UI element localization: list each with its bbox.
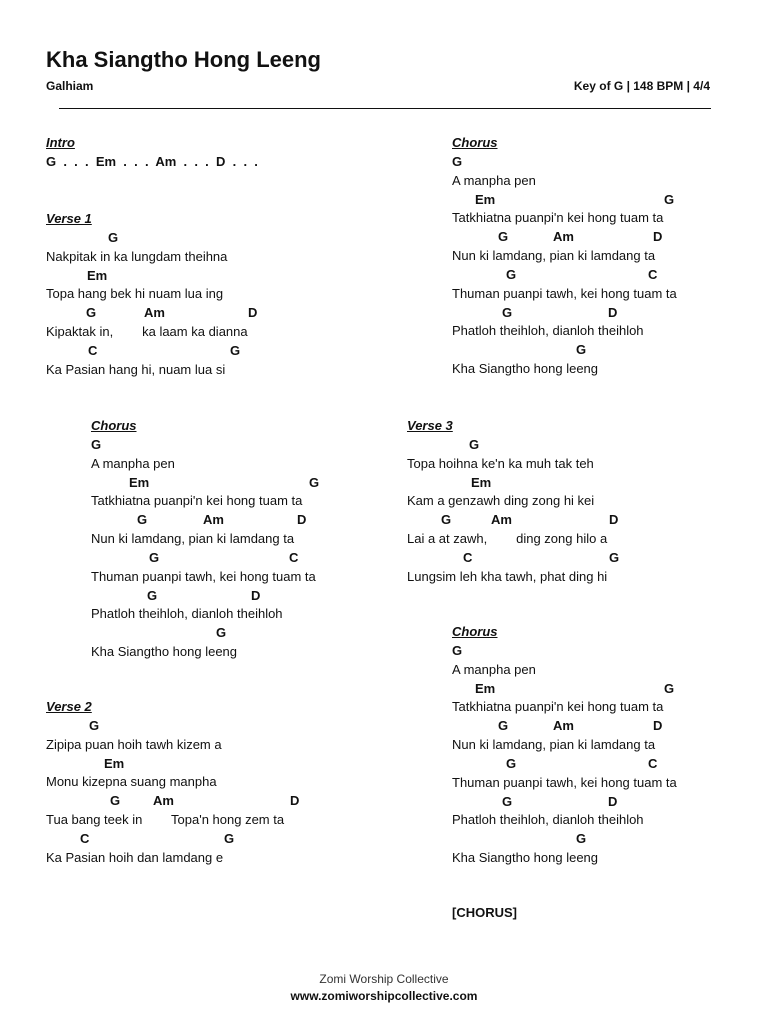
lyric-line: Tatkhiatna puanpi'n kei hong tuam ta <box>452 210 664 226</box>
chord-line <box>452 642 677 661</box>
chord-line <box>46 830 284 849</box>
lyric-line: Kha Siangtho hong leeng <box>452 850 599 866</box>
lyric-line: Lungsim leh kha tawh, phat ding hi <box>407 568 608 584</box>
chord-line <box>452 755 677 774</box>
chord: G <box>110 793 121 809</box>
lyric-line: Nakpitak in ka lungdam theihna <box>46 248 228 264</box>
chord: G <box>147 587 158 603</box>
lyric-line: Kha Siangtho hong leeng <box>91 644 238 660</box>
chord-line <box>452 830 677 849</box>
chord: D <box>297 512 307 528</box>
chord: Am <box>153 793 174 809</box>
song-title: Kha Siangtho Hong Leeng <box>46 47 321 72</box>
chord: G <box>86 305 97 321</box>
chord: G <box>502 304 513 320</box>
intro-chords: G . . . Em . . . Am . . . D . . . <box>46 153 258 169</box>
lyric-line: A manpha pen <box>91 455 175 471</box>
section-label: Chorus <box>452 135 498 150</box>
chord: D <box>248 305 258 321</box>
chord-line <box>91 474 320 493</box>
chord: C <box>80 830 90 846</box>
lyric-line: Zipipa puan hoih tawh kizem a <box>46 736 222 752</box>
header-divider <box>59 108 711 109</box>
chord: Am <box>144 305 165 321</box>
lyric-line: A manpha pen <box>452 172 536 188</box>
chord: C <box>648 266 658 282</box>
chord-line <box>46 342 248 361</box>
chord: Em <box>475 680 496 696</box>
chord-line <box>452 191 677 210</box>
chord: G <box>576 831 587 847</box>
section-label: Intro <box>46 135 75 150</box>
chord: C <box>463 549 473 565</box>
chord: D <box>609 512 619 528</box>
chord: G <box>576 342 587 358</box>
lyric-line: Kha Siangtho hong leeng <box>452 361 599 377</box>
lyric-line: Lai a at zawh, ding zong hilo a <box>407 531 608 547</box>
lyric-line: Thuman puanpi tawh, kei hong tuam ta <box>452 774 677 790</box>
chord: G <box>216 625 227 641</box>
chord-line <box>452 717 677 736</box>
chord: Am <box>203 512 224 528</box>
chord: D <box>653 229 663 245</box>
song-meta: Key of G | 148 BPM | 4/4 <box>573 79 710 93</box>
chord: G <box>441 512 452 528</box>
chord: Em <box>129 474 150 490</box>
lyric-line: Kipaktak in, ka laam ka dianna <box>46 324 248 340</box>
chord: Am <box>553 229 574 245</box>
chord-line <box>91 549 316 568</box>
chord: D <box>608 304 618 320</box>
section-label: Verse 3 <box>407 418 453 433</box>
chord: Am <box>491 512 512 528</box>
chord-line <box>452 680 677 699</box>
lyric-line: Phatloh theihloh, dianloh theihloh <box>452 323 644 339</box>
chord-line <box>46 792 300 811</box>
intro-section <box>46 134 258 172</box>
chord: G <box>137 512 148 528</box>
chord-line <box>452 228 677 247</box>
lyric-line: Ka Pasian hoih dan lamdang e <box>46 849 224 865</box>
lyric-line: Nun ki lamdang, pian ki lamdang ta <box>452 737 656 753</box>
chord: D <box>290 793 300 809</box>
chord: G <box>309 474 320 490</box>
chord: G <box>224 830 235 846</box>
chord: G <box>452 153 463 169</box>
chord-line <box>46 755 284 774</box>
chord: G <box>91 436 102 452</box>
chord-line <box>452 341 677 360</box>
chord-line <box>91 436 316 455</box>
chord: D <box>653 718 663 734</box>
chord: Am <box>553 718 574 734</box>
chord: Em <box>471 474 492 490</box>
chord-line <box>452 266 677 285</box>
lyric-line: Monu kizepna suang manpha <box>46 774 217 790</box>
chord: C <box>289 549 299 565</box>
chord: G <box>452 642 463 658</box>
section-label: Chorus <box>452 624 498 639</box>
chorus-section-3 <box>452 623 677 868</box>
lyric-line: Thuman puanpi tawh, kei hong tuam ta <box>452 285 677 301</box>
verse-2-section <box>46 698 300 868</box>
chord: D <box>251 587 261 603</box>
lyric-line: Tua bang teek in Topa'n hong zem ta <box>46 812 285 828</box>
verse-3-section <box>407 417 620 587</box>
chord: G <box>506 266 517 282</box>
repeat-chorus-label <box>452 904 517 923</box>
lyric-line: Nun ki lamdang, pian ki lamdang ta <box>91 531 295 547</box>
lyric-line: Ka Pasian hang hi, nuam lua si <box>46 361 226 377</box>
lyric-line: Kam a genzawh ding zong hi kei <box>407 493 595 509</box>
chord-line <box>46 229 248 248</box>
chord-line <box>46 267 248 286</box>
chord-line <box>91 587 316 606</box>
footer-website: www.zomiworshipcollective.com <box>290 989 478 1003</box>
chord: G <box>498 229 509 245</box>
verse-1-section <box>46 210 258 380</box>
lyric-line: Tatkhiatna puanpi'n kei hong tuam ta <box>91 493 303 509</box>
lyric-line: Thuman puanpi tawh, kei hong tuam ta <box>91 568 316 584</box>
chord-line <box>452 153 677 172</box>
chord-line <box>452 304 677 323</box>
chord: G <box>149 549 160 565</box>
chord-line <box>407 511 619 530</box>
chord-line <box>452 793 677 812</box>
repeat-chorus-text: [CHORUS] <box>452 905 517 920</box>
chord: G <box>506 755 517 771</box>
chorus-section-1 <box>91 417 320 662</box>
chord: G <box>609 549 620 565</box>
footer-organization: Zomi Worship Collective <box>319 972 449 986</box>
chord-line <box>407 474 607 493</box>
lyric-line: Topa hang bek hi nuam lua ing <box>46 286 224 302</box>
lyric-line: Phatloh theihloh, dianloh theihloh <box>452 812 644 828</box>
section-label: Verse 2 <box>46 699 92 714</box>
chord: Em <box>87 267 108 283</box>
chord: G <box>664 680 675 696</box>
chord-line <box>91 511 316 530</box>
section-label: Verse 1 <box>46 211 92 226</box>
lyric-line: Tatkhiatna puanpi'n kei hong tuam ta <box>452 699 664 715</box>
chord-line <box>407 549 620 568</box>
section-label: Chorus <box>91 418 137 433</box>
chorus-section-2 <box>452 134 677 379</box>
chord: Em <box>104 755 125 771</box>
chord-line <box>46 717 284 736</box>
chord-line <box>407 436 607 455</box>
chord: Em <box>475 191 496 207</box>
chord: G <box>664 191 675 207</box>
lyric-line: A manpha pen <box>452 661 536 677</box>
lyric-line: Phatloh theihloh, dianloh theihloh <box>91 606 283 622</box>
chord: D <box>608 793 618 809</box>
chord: C <box>88 342 98 358</box>
chord: G <box>108 229 119 245</box>
chord: G <box>498 718 509 734</box>
song-author: Galhiam <box>46 79 94 93</box>
chord: G <box>230 342 241 358</box>
lyric-line: Nun ki lamdang, pian ki lamdang ta <box>452 248 656 264</box>
chord: C <box>648 755 658 771</box>
chord: G <box>502 793 513 809</box>
chord: G <box>89 717 100 733</box>
chord: G <box>469 436 480 452</box>
chord-line <box>46 304 258 323</box>
chord-line <box>91 624 316 643</box>
lyric-line: Topa hoihna ke'n ka muh tak teh <box>407 455 594 471</box>
